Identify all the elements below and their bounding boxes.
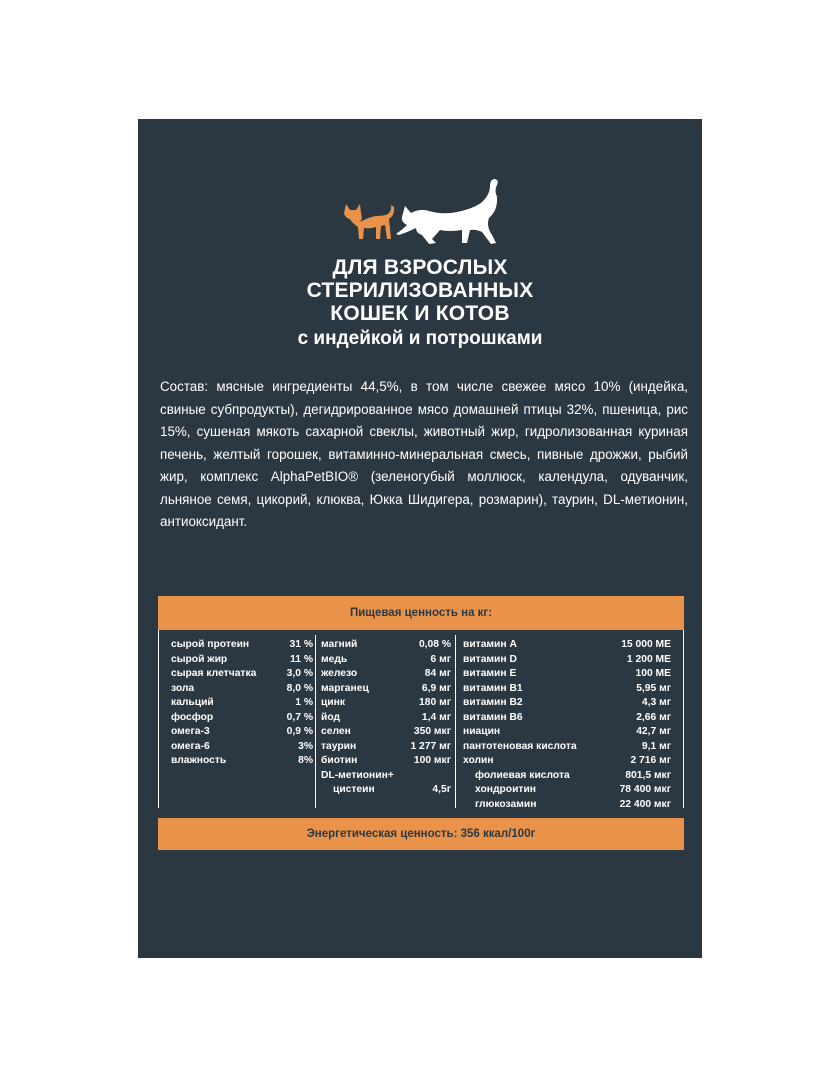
nutrient-name: цистеин <box>333 784 375 795</box>
nutrient-value: 22 400 мкг <box>619 798 671 810</box>
nutrition-table <box>158 630 684 808</box>
energy-value-band: Энергетическая ценность: 356 ккал/100г <box>158 818 684 850</box>
nutrient-value: 1 277 мг <box>410 740 451 752</box>
nutrient-name: кальций <box>171 697 214 708</box>
nutrient-name: селен <box>321 726 351 737</box>
nutrient-row <box>171 754 313 769</box>
column-divider <box>455 635 456 808</box>
nutrient-value: 0,08 % <box>418 639 451 650</box>
nutrition-header: Пищевая ценность на кг: <box>158 596 684 630</box>
nutrient-value: 6 мг <box>430 653 451 665</box>
nutrient-name: витамин В6 <box>463 711 523 723</box>
nutrient-value: 3,0 % <box>286 668 313 679</box>
nutrient-value: 4,3 мг <box>641 697 671 708</box>
nutrient-row <box>321 725 451 740</box>
nutrient-row <box>463 638 671 653</box>
nutrient-value: 350 мкг <box>413 726 451 737</box>
nutrient-row <box>171 682 313 697</box>
nutrient-name: медь <box>321 653 348 665</box>
nutrient-row <box>463 769 671 784</box>
nutrient-name: витамин А <box>463 639 517 650</box>
nutrient-name: железо <box>321 668 358 679</box>
nutrient-name: витамин В1 <box>463 682 523 694</box>
nutrient-name: хондроитин <box>475 784 537 795</box>
nutrient-row <box>321 740 451 755</box>
title-line-1: ДЛЯ ВЗРОСЛЫХ <box>332 256 508 279</box>
nutrient-row <box>321 682 451 697</box>
nutrient-row <box>463 740 671 755</box>
nutrient-value: 0,9 % <box>286 726 313 737</box>
nutrition-column-2 <box>321 638 451 798</box>
nutrient-value: 100 МЕ <box>635 668 671 679</box>
nutrient-row <box>463 682 671 697</box>
nutrient-value: 1 200 МЕ <box>626 653 671 665</box>
nutrient-value: 1,4 мг <box>421 711 451 723</box>
nutrient-row <box>171 667 313 682</box>
nutrient-name: биотин <box>321 755 358 766</box>
nutrient-row <box>321 754 451 769</box>
nutrient-name: фосфор <box>171 711 214 723</box>
nutrient-name: сырой жир <box>171 653 228 665</box>
nutrient-value: 3% <box>298 740 313 752</box>
nutrient-row <box>463 754 671 769</box>
title-line-2: СТЕРИЛИЗОВАННЫХ <box>306 279 534 302</box>
nutrient-value: 31 % <box>289 639 313 650</box>
nutrient-name: йод <box>321 711 341 723</box>
nutrient-name: омега-3 <box>171 726 210 737</box>
nutrient-value: 15 000 МЕ <box>621 639 671 650</box>
nutrient-value: 11 % <box>290 653 313 665</box>
nutrient-value: 8,0 % <box>286 682 313 694</box>
nutrient-name: таурин <box>321 740 357 752</box>
nutrient-row <box>463 725 671 740</box>
nutrient-row <box>463 653 671 668</box>
product-subtitle: с индейкой и потрошками <box>297 328 543 349</box>
nutrient-name: сырой протеин <box>171 639 250 650</box>
package-panel <box>138 119 702 958</box>
nutrient-name: влажность <box>171 755 227 766</box>
nutrient-name: зола <box>171 682 195 694</box>
nutrient-value: 9,1 мг <box>641 740 671 752</box>
nutrient-value: 100 мкг <box>413 755 451 766</box>
cat-icon <box>396 179 498 244</box>
nutrient-name: омега-6 <box>171 740 210 752</box>
nutrient-value: 5,95 мг <box>636 682 671 694</box>
nutrient-name: ниацин <box>463 726 501 737</box>
nutrient-row <box>463 711 671 726</box>
nutrient-row <box>321 711 451 726</box>
nutrient-row <box>171 638 313 653</box>
nutrient-value: 8% <box>298 755 313 766</box>
product-title <box>138 256 702 325</box>
nutrient-row <box>463 667 671 682</box>
nutrient-row <box>321 783 451 798</box>
nutrient-value: 84 мг <box>424 668 451 679</box>
nutrient-row <box>321 769 451 784</box>
nutrient-name: DL-метионин+ <box>321 769 394 781</box>
nutrient-row <box>171 653 313 668</box>
cats-logo-icon <box>336 177 508 247</box>
nutrient-value: 78 400 мкг <box>619 784 671 795</box>
kitten-icon <box>344 204 394 239</box>
nutrient-row <box>321 696 451 711</box>
nutrient-name: цинк <box>321 697 346 708</box>
nutrient-row <box>463 696 671 711</box>
nutrient-row <box>171 696 313 711</box>
nutrient-value: 4,5г <box>432 784 451 795</box>
nutrient-name: витамин Е <box>463 668 517 679</box>
nutrient-row <box>321 667 451 682</box>
nutrient-name: фолиевая кислота <box>475 769 570 781</box>
column-divider <box>315 635 316 808</box>
nutrient-row <box>171 711 313 726</box>
nutrient-value: 2 716 мг <box>630 755 671 766</box>
nutrient-row <box>321 653 451 668</box>
nutrient-name: витамин D <box>463 653 517 665</box>
nutrient-row <box>171 725 313 740</box>
nutrient-row <box>171 740 313 755</box>
nutrient-name: пантотеновая кислота <box>463 740 577 752</box>
nutrient-value: 2,66 мг <box>636 711 671 723</box>
composition-text: Состав: мясные ингредиенты 44,5%, в том числе свежее мясо 10% (индейка, свиные субпродукты), дегидрированное мясо домашней птицы 32%, пшеница, рис 15%, сушеная мякоть сахарной свеклы, животный жир, гидролизованная куриная печень, желтый горошек, витаминно-минеральная смесь, пивные дрожжи, рыбий жир, комплекс AlphaPetBIO® (зеленогубый моллюск, календула, одуванчик, льняное семя, цикорий, клюква, Юкка Шидигера, розмарин), таурин, DL-метионин, антиоксидант. <box>160 379 688 529</box>
nutrient-value: 801,5 мкг <box>625 769 671 781</box>
nutrition-column-3 <box>463 638 671 812</box>
nutrient-value: 180 мг <box>419 697 451 708</box>
nutrient-row <box>321 638 451 653</box>
nutrient-name: марганец <box>321 682 369 694</box>
nutrient-value: 42,7 мг <box>636 726 671 737</box>
nutrient-name: сырая клетчатка <box>171 668 257 679</box>
nutrient-name: холин <box>463 755 494 766</box>
nutrition-column-1 <box>171 638 313 769</box>
nutrient-name: магний <box>321 639 358 650</box>
nutrient-row <box>463 783 671 798</box>
nutrient-value: 1 % <box>295 697 313 708</box>
nutrient-value: 0,7 % <box>286 711 313 723</box>
nutrient-value: 6,9 мг <box>421 682 451 694</box>
nutrient-name: глюкозамин <box>475 798 537 810</box>
nutrient-row <box>463 798 671 813</box>
nutrient-name: витамин В2 <box>463 697 523 708</box>
title-line-3: КОШЕК И КОТОВ <box>330 302 510 325</box>
